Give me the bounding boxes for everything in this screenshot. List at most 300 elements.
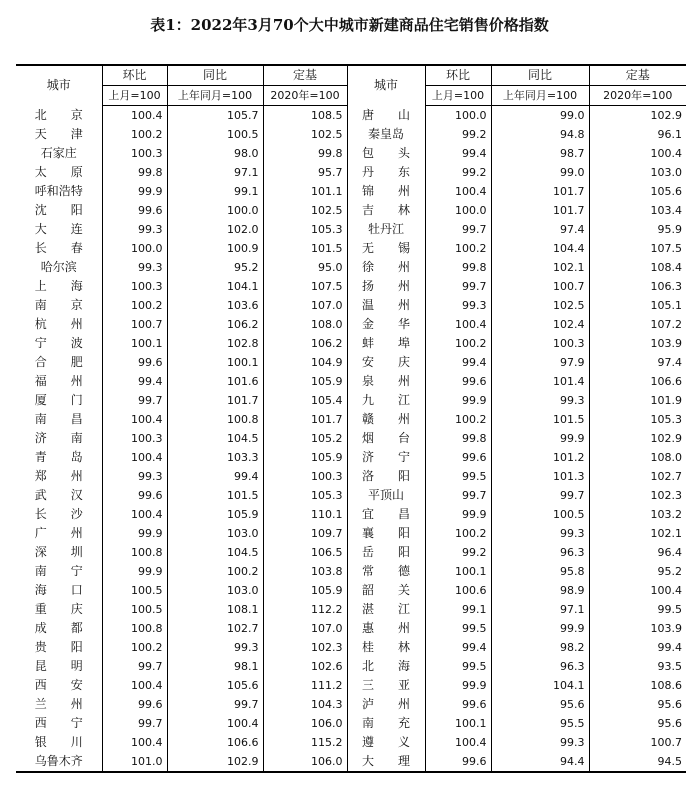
base-cell: 104.3 bbox=[263, 695, 347, 714]
city-cell: 广 州 bbox=[34, 526, 83, 540]
mom-cell: 100.2 bbox=[102, 638, 167, 657]
base-cell: 101.9 bbox=[589, 391, 686, 410]
yoy-cell: 101.7 bbox=[491, 182, 589, 201]
yoy-cell: 95.2 bbox=[167, 258, 263, 277]
table-row bbox=[16, 448, 686, 467]
mom-cell: 99.6 bbox=[102, 201, 167, 220]
mom-cell: 99.4 bbox=[425, 638, 491, 657]
mom-cell: 100.1 bbox=[425, 562, 491, 581]
base-cell: 103.8 bbox=[263, 562, 347, 581]
yoy-cell: 100.5 bbox=[167, 125, 263, 144]
mom-cell: 100.4 bbox=[425, 182, 491, 201]
city-cell: 天 津 bbox=[34, 127, 83, 141]
base-cell: 95.6 bbox=[589, 714, 686, 733]
city-cell: 南 充 bbox=[347, 714, 425, 733]
city-cell: 宁 波 bbox=[34, 336, 83, 350]
city-cell: 南 京 bbox=[34, 298, 83, 312]
yoy-column-header: 同比 bbox=[491, 65, 589, 86]
mom-cell: 99.5 bbox=[425, 467, 491, 486]
mom-cell: 99.8 bbox=[425, 258, 491, 277]
mom-cell: 99.6 bbox=[425, 448, 491, 467]
mom-cell: 99.9 bbox=[425, 505, 491, 524]
yoy-cell: 104.1 bbox=[167, 277, 263, 296]
base-cell: 102.6 bbox=[263, 657, 347, 676]
mom-cell: 99.9 bbox=[102, 182, 167, 201]
table-row bbox=[16, 239, 686, 258]
base-cell: 104.9 bbox=[263, 353, 347, 372]
base-cell: 95.2 bbox=[589, 562, 686, 581]
yoy-cell: 99.0 bbox=[491, 106, 589, 126]
city-cell: 平顶山 bbox=[347, 486, 425, 505]
base-cell: 108.4 bbox=[589, 258, 686, 277]
base-cell: 100.4 bbox=[589, 581, 686, 600]
mom-column-header: 环比 bbox=[102, 65, 167, 86]
base-cell: 102.3 bbox=[589, 486, 686, 505]
city-cell: 常 德 bbox=[347, 562, 425, 581]
mom-cell: 101.0 bbox=[102, 752, 167, 772]
mom-cell: 99.9 bbox=[102, 524, 167, 543]
table-row bbox=[16, 505, 686, 524]
table-row bbox=[16, 543, 686, 562]
mom-cell: 99.6 bbox=[425, 372, 491, 391]
table-row bbox=[16, 391, 686, 410]
base-cell: 105.4 bbox=[263, 391, 347, 410]
table-row bbox=[16, 144, 686, 163]
city-cell: 包 头 bbox=[347, 144, 425, 163]
base-cell: 105.6 bbox=[589, 182, 686, 201]
city-column-header: 城市 bbox=[347, 65, 425, 106]
base-cell: 107.5 bbox=[263, 277, 347, 296]
city-cell: 深 圳 bbox=[34, 545, 83, 559]
mom-cell: 99.3 bbox=[102, 467, 167, 486]
header-row bbox=[16, 65, 686, 86]
yoy-cell: 101.4 bbox=[491, 372, 589, 391]
city-cell: 济 宁 bbox=[347, 448, 425, 467]
city-cell: 大 连 bbox=[34, 222, 83, 236]
city-cell: 岳 阳 bbox=[347, 543, 425, 562]
city-cell: 哈尔滨 bbox=[40, 260, 77, 274]
base-cell: 100.7 bbox=[589, 733, 686, 752]
city-cell: 乌鲁木齐 bbox=[16, 752, 102, 772]
base-cell: 95.6 bbox=[589, 695, 686, 714]
base-cell: 102.3 bbox=[263, 638, 347, 657]
mom-cell: 100.5 bbox=[102, 581, 167, 600]
mom-cell: 99.8 bbox=[102, 163, 167, 182]
yoy-cell: 105.6 bbox=[167, 676, 263, 695]
base-cell: 102.5 bbox=[263, 125, 347, 144]
yoy-cell: 100.7 bbox=[491, 277, 589, 296]
mom-cell: 100.4 bbox=[102, 733, 167, 752]
city-cell: 赣 州 bbox=[347, 410, 425, 429]
base-cell: 103.0 bbox=[589, 163, 686, 182]
mom-cell: 100.5 bbox=[102, 600, 167, 619]
city-cell: 宜 昌 bbox=[347, 505, 425, 524]
yoy-cell: 99.7 bbox=[167, 695, 263, 714]
table-row bbox=[16, 334, 686, 353]
yoy-cell: 95.5 bbox=[491, 714, 589, 733]
city-cell: 大 理 bbox=[347, 752, 425, 772]
city-cell: 泉 州 bbox=[347, 372, 425, 391]
city-cell: 上 海 bbox=[34, 279, 83, 293]
price-index-table bbox=[16, 64, 686, 773]
city-cell: 青 岛 bbox=[34, 450, 83, 464]
mom-cell: 99.2 bbox=[425, 163, 491, 182]
yoy-cell: 100.9 bbox=[167, 239, 263, 258]
table-row bbox=[16, 562, 686, 581]
city-cell: 烟 台 bbox=[347, 429, 425, 448]
mom-cell: 99.4 bbox=[102, 372, 167, 391]
yoy-column-header: 同比 bbox=[167, 65, 263, 86]
city-cell: 吉 林 bbox=[347, 201, 425, 220]
base-cell: 108.5 bbox=[263, 106, 347, 126]
city-cell: 济 南 bbox=[34, 431, 83, 445]
yoy-cell: 104.1 bbox=[491, 676, 589, 695]
city-cell: 温 州 bbox=[347, 296, 425, 315]
city-cell: 重 庆 bbox=[34, 602, 83, 616]
base-cell: 100.4 bbox=[589, 144, 686, 163]
table-row bbox=[16, 106, 686, 126]
yoy-cell: 104.5 bbox=[167, 429, 263, 448]
yoy-cell: 103.3 bbox=[167, 448, 263, 467]
table-title: 表1：2022年3月70个大中城市新建商品住宅销售价格指数 bbox=[150, 16, 549, 34]
mom-cell: 100.4 bbox=[102, 676, 167, 695]
city-cell: 九 江 bbox=[347, 391, 425, 410]
table-row bbox=[16, 752, 686, 772]
mom-cell: 99.1 bbox=[425, 600, 491, 619]
table-row bbox=[16, 429, 686, 448]
base-cell: 105.1 bbox=[589, 296, 686, 315]
table-row bbox=[16, 581, 686, 600]
base-subheader: 2020年=100 bbox=[263, 86, 347, 106]
base-cell: 105.9 bbox=[263, 448, 347, 467]
mom-cell: 99.5 bbox=[425, 619, 491, 638]
city-cell: 锦 州 bbox=[347, 182, 425, 201]
base-cell: 102.7 bbox=[589, 467, 686, 486]
city-cell: 武 汉 bbox=[34, 488, 83, 502]
mom-cell: 99.3 bbox=[102, 258, 167, 277]
mom-cell: 99.9 bbox=[102, 562, 167, 581]
base-cell: 103.9 bbox=[589, 619, 686, 638]
mom-cell: 99.7 bbox=[425, 220, 491, 239]
yoy-cell: 100.4 bbox=[167, 714, 263, 733]
base-cell: 105.2 bbox=[263, 429, 347, 448]
mom-cell: 99.6 bbox=[425, 752, 491, 772]
table-row bbox=[16, 220, 686, 239]
base-cell: 103.4 bbox=[589, 201, 686, 220]
yoy-cell: 96.3 bbox=[491, 543, 589, 562]
mom-cell: 100.0 bbox=[425, 201, 491, 220]
yoy-cell: 102.5 bbox=[491, 296, 589, 315]
base-cell: 95.0 bbox=[263, 258, 347, 277]
city-cell: 成 都 bbox=[34, 621, 83, 635]
base-column-header: 定基 bbox=[263, 65, 347, 86]
yoy-cell: 101.7 bbox=[167, 391, 263, 410]
mom-cell: 99.7 bbox=[102, 391, 167, 410]
city-cell: 杭 州 bbox=[34, 317, 83, 331]
yoy-cell: 99.3 bbox=[491, 733, 589, 752]
table-row bbox=[16, 733, 686, 752]
yoy-cell: 102.8 bbox=[167, 334, 263, 353]
base-cell: 93.5 bbox=[589, 657, 686, 676]
base-cell: 106.0 bbox=[263, 752, 347, 772]
table-row bbox=[16, 524, 686, 543]
city-cell: 牡丹江 bbox=[347, 220, 425, 239]
city-cell: 福 州 bbox=[34, 374, 83, 388]
table-row bbox=[16, 182, 686, 201]
yoy-cell: 99.0 bbox=[491, 163, 589, 182]
yoy-cell: 99.1 bbox=[167, 182, 263, 201]
mom-cell: 100.7 bbox=[102, 315, 167, 334]
city-cell: 合 肥 bbox=[34, 355, 83, 369]
mom-cell: 100.4 bbox=[102, 410, 167, 429]
table-row bbox=[16, 163, 686, 182]
city-cell: 郑 州 bbox=[34, 469, 83, 483]
city-cell: 三 亚 bbox=[347, 676, 425, 695]
base-cell: 106.2 bbox=[263, 334, 347, 353]
yoy-cell: 101.3 bbox=[491, 467, 589, 486]
base-cell: 101.7 bbox=[263, 410, 347, 429]
mom-cell: 100.2 bbox=[425, 524, 491, 543]
mom-cell: 100.2 bbox=[102, 125, 167, 144]
yoy-cell: 106.2 bbox=[167, 315, 263, 334]
table-row bbox=[16, 277, 686, 296]
base-cell: 111.2 bbox=[263, 676, 347, 695]
mom-cell: 100.4 bbox=[102, 106, 167, 126]
mom-cell: 100.3 bbox=[102, 277, 167, 296]
base-cell: 99.5 bbox=[589, 600, 686, 619]
yoy-cell: 100.5 bbox=[491, 505, 589, 524]
city-column-header: 城市 bbox=[16, 65, 102, 106]
yoy-cell: 103.6 bbox=[167, 296, 263, 315]
city-cell: 惠 州 bbox=[347, 619, 425, 638]
mom-cell: 99.3 bbox=[102, 220, 167, 239]
base-cell: 103.2 bbox=[589, 505, 686, 524]
city-cell: 贵 阳 bbox=[34, 640, 83, 654]
base-cell: 106.5 bbox=[263, 543, 347, 562]
city-cell: 唐 山 bbox=[347, 106, 425, 126]
yoy-cell: 100.0 bbox=[167, 201, 263, 220]
table-row bbox=[16, 676, 686, 695]
base-cell: 102.1 bbox=[589, 524, 686, 543]
base-cell: 105.9 bbox=[263, 581, 347, 600]
city-cell: 厦 门 bbox=[34, 393, 83, 407]
city-cell: 金 华 bbox=[347, 315, 425, 334]
city-cell: 襄 阳 bbox=[347, 524, 425, 543]
yoy-cell: 104.5 bbox=[167, 543, 263, 562]
city-cell: 兰 州 bbox=[34, 697, 83, 711]
mom-cell: 99.8 bbox=[425, 429, 491, 448]
mom-cell: 99.2 bbox=[425, 543, 491, 562]
mom-column-header: 环比 bbox=[425, 65, 491, 86]
city-cell: 海 口 bbox=[34, 583, 83, 597]
table-row bbox=[16, 353, 686, 372]
yoy-cell: 101.5 bbox=[167, 486, 263, 505]
base-cell: 96.1 bbox=[589, 125, 686, 144]
base-cell: 105.3 bbox=[589, 410, 686, 429]
yoy-cell: 102.0 bbox=[167, 220, 263, 239]
base-cell: 100.3 bbox=[263, 467, 347, 486]
yoy-cell: 105.7 bbox=[167, 106, 263, 126]
mom-cell: 100.4 bbox=[425, 315, 491, 334]
table-row bbox=[16, 638, 686, 657]
city-cell: 无 锡 bbox=[347, 239, 425, 258]
yoy-cell: 105.9 bbox=[167, 505, 263, 524]
city-cell: 丹 东 bbox=[347, 163, 425, 182]
mom-cell: 99.6 bbox=[425, 695, 491, 714]
city-cell: 沈 阳 bbox=[34, 203, 83, 217]
yoy-cell: 108.1 bbox=[167, 600, 263, 619]
city-cell: 南 昌 bbox=[34, 412, 83, 426]
yoy-cell: 97.9 bbox=[491, 353, 589, 372]
base-cell: 103.9 bbox=[589, 334, 686, 353]
base-cell: 105.3 bbox=[263, 486, 347, 505]
city-cell: 太 原 bbox=[34, 165, 83, 179]
yoy-cell: 100.8 bbox=[167, 410, 263, 429]
yoy-cell: 94.4 bbox=[491, 752, 589, 772]
city-cell: 秦皇岛 bbox=[347, 125, 425, 144]
base-cell: 107.0 bbox=[263, 619, 347, 638]
base-cell: 106.3 bbox=[589, 277, 686, 296]
mom-cell: 99.4 bbox=[425, 144, 491, 163]
yoy-cell: 99.9 bbox=[491, 619, 589, 638]
base-column-header: 定基 bbox=[589, 65, 686, 86]
mom-cell: 100.3 bbox=[102, 144, 167, 163]
base-cell: 102.5 bbox=[263, 201, 347, 220]
city-cell: 蚌 埠 bbox=[347, 334, 425, 353]
yoy-cell: 101.5 bbox=[491, 410, 589, 429]
yoy-subheader: 上年同月=100 bbox=[167, 86, 263, 106]
mom-cell: 100.2 bbox=[425, 334, 491, 353]
mom-cell: 100.2 bbox=[102, 296, 167, 315]
mom-cell: 99.9 bbox=[425, 391, 491, 410]
yoy-cell: 102.4 bbox=[491, 315, 589, 334]
yoy-cell: 98.2 bbox=[491, 638, 589, 657]
table-body bbox=[16, 106, 686, 773]
yoy-cell: 101.2 bbox=[491, 448, 589, 467]
city-cell: 呼和浩特 bbox=[34, 184, 83, 198]
yoy-cell: 104.4 bbox=[491, 239, 589, 258]
yoy-cell: 102.7 bbox=[167, 619, 263, 638]
city-cell: 徐 州 bbox=[347, 258, 425, 277]
mom-cell: 100.0 bbox=[102, 239, 167, 258]
yoy-cell: 102.9 bbox=[167, 752, 263, 772]
base-cell: 110.1 bbox=[263, 505, 347, 524]
mom-cell: 100.3 bbox=[102, 429, 167, 448]
table-row bbox=[16, 619, 686, 638]
mom-cell: 100.8 bbox=[102, 543, 167, 562]
city-cell: 昆 明 bbox=[34, 659, 83, 673]
yoy-cell: 106.6 bbox=[167, 733, 263, 752]
city-cell: 北 京 bbox=[34, 107, 83, 122]
yoy-cell: 98.7 bbox=[491, 144, 589, 163]
table-row bbox=[16, 467, 686, 486]
base-cell: 95.9 bbox=[589, 220, 686, 239]
mom-cell: 100.8 bbox=[102, 619, 167, 638]
table-row bbox=[16, 201, 686, 220]
mom-cell: 99.3 bbox=[425, 296, 491, 315]
base-cell: 102.9 bbox=[589, 106, 686, 126]
yoy-cell: 96.3 bbox=[491, 657, 589, 676]
table-row bbox=[16, 410, 686, 429]
base-cell: 108.6 bbox=[589, 676, 686, 695]
city-cell: 银 川 bbox=[34, 735, 83, 749]
city-cell: 南 宁 bbox=[34, 564, 83, 578]
yoy-cell: 101.7 bbox=[491, 201, 589, 220]
mom-cell: 99.2 bbox=[425, 125, 491, 144]
yoy-cell: 100.3 bbox=[491, 334, 589, 353]
city-cell: 长 春 bbox=[34, 241, 83, 255]
yoy-cell: 98.0 bbox=[167, 144, 263, 163]
yoy-cell: 102.1 bbox=[491, 258, 589, 277]
base-cell: 101.1 bbox=[263, 182, 347, 201]
base-cell: 101.5 bbox=[263, 239, 347, 258]
mom-cell: 99.6 bbox=[102, 695, 167, 714]
table-row bbox=[16, 695, 686, 714]
city-cell: 韶 关 bbox=[347, 581, 425, 600]
base-cell: 102.9 bbox=[589, 429, 686, 448]
base-cell: 99.8 bbox=[263, 144, 347, 163]
mom-cell: 99.6 bbox=[102, 486, 167, 505]
mom-cell: 100.2 bbox=[425, 410, 491, 429]
table-row bbox=[16, 296, 686, 315]
base-cell: 108.0 bbox=[589, 448, 686, 467]
mom-cell: 99.7 bbox=[425, 486, 491, 505]
yoy-cell: 98.1 bbox=[167, 657, 263, 676]
mom-cell: 100.2 bbox=[425, 239, 491, 258]
mom-subheader: 上月=100 bbox=[102, 86, 167, 106]
yoy-cell: 97.1 bbox=[167, 163, 263, 182]
mom-cell: 99.7 bbox=[425, 277, 491, 296]
yoy-cell: 103.0 bbox=[167, 524, 263, 543]
base-cell: 97.4 bbox=[589, 353, 686, 372]
city-cell: 长 沙 bbox=[34, 507, 83, 521]
base-subheader: 2020年=100 bbox=[589, 86, 686, 106]
mom-subheader: 上月=100 bbox=[425, 86, 491, 106]
yoy-cell: 99.7 bbox=[491, 486, 589, 505]
city-cell: 北 海 bbox=[347, 657, 425, 676]
table-row bbox=[16, 315, 686, 334]
table-row bbox=[16, 600, 686, 619]
mom-cell: 100.1 bbox=[425, 714, 491, 733]
base-cell: 115.2 bbox=[263, 733, 347, 752]
yoy-cell: 97.1 bbox=[491, 600, 589, 619]
city-cell: 西 安 bbox=[34, 678, 83, 692]
base-cell: 108.0 bbox=[263, 315, 347, 334]
city-cell: 扬 州 bbox=[347, 277, 425, 296]
base-cell: 106.6 bbox=[589, 372, 686, 391]
mom-cell: 99.9 bbox=[425, 676, 491, 695]
base-cell: 106.0 bbox=[263, 714, 347, 733]
yoy-cell: 99.9 bbox=[491, 429, 589, 448]
mom-cell: 100.4 bbox=[102, 448, 167, 467]
yoy-cell: 103.0 bbox=[167, 581, 263, 600]
base-cell: 107.5 bbox=[589, 239, 686, 258]
table-row bbox=[16, 714, 686, 733]
mom-cell: 100.4 bbox=[102, 505, 167, 524]
yoy-cell: 97.4 bbox=[491, 220, 589, 239]
mom-cell: 99.4 bbox=[425, 353, 491, 372]
base-cell: 109.7 bbox=[263, 524, 347, 543]
yoy-cell: 99.4 bbox=[167, 467, 263, 486]
city-cell: 遵 义 bbox=[347, 733, 425, 752]
table-row bbox=[16, 657, 686, 676]
table-row bbox=[16, 125, 686, 144]
mom-cell: 100.6 bbox=[425, 581, 491, 600]
mom-cell: 99.6 bbox=[102, 353, 167, 372]
yoy-cell: 100.1 bbox=[167, 353, 263, 372]
table-row bbox=[16, 486, 686, 505]
yoy-cell: 99.3 bbox=[167, 638, 263, 657]
